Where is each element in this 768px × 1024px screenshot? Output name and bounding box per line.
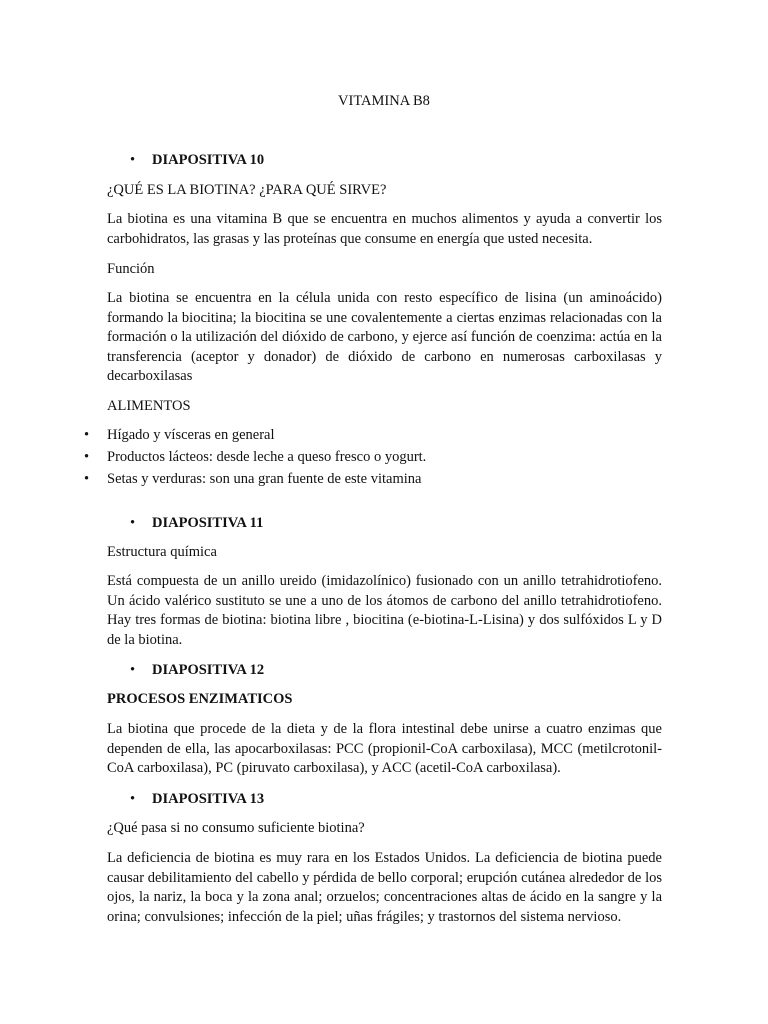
bullet-icon: • bbox=[84, 471, 90, 487]
slide-11-heading bbox=[130, 514, 263, 534]
slide-12-paragraph: La biotina que procede de la dieta y de la flora intestinal debe unirse a cuatro enzimas que dependen de ella, las apocarboxilasas: PCC (propionil-CoA carboxilasa), MCC (metilcrotonil-CoA carboxilasa), PC (piruvato carboxilasa), y ACC (acetil-CoA carboxilasa). bbox=[107, 721, 662, 776]
food-item-text: Setas y verduras: son una gran fuente de este vitamina bbox=[107, 471, 422, 487]
slide-10-heading bbox=[130, 151, 264, 171]
slide-10-function-paragraph: La biotina se encuentra en la célula unida con resto específico de lisina (un aminoácido) formando la biocitina; la biocitina se une covalentemente a ciertas enzimas relacionadas con la formación o la utilización del dióxido de carbono, y ejerce así función de coenzima: actúa en la transferencia (aceptor y donador) de dióxido de carbono en numerosas carboxilasas y decarboxilasas bbox=[107, 290, 662, 384]
slide-12-subtitle: PROCESOS ENZIMATICOS bbox=[107, 691, 293, 707]
bullet-icon: • bbox=[130, 662, 136, 678]
slide-12-heading bbox=[130, 661, 264, 681]
document-title: VITAMINA B8 bbox=[338, 93, 430, 109]
slide-11-heading-text: DIAPOSITIVA 11 bbox=[152, 515, 264, 531]
slide-10-heading-text: DIAPOSITIVA 10 bbox=[152, 152, 265, 168]
bullet-icon: • bbox=[130, 515, 136, 531]
slide-10-function-label: Función bbox=[107, 261, 155, 277]
bullet-icon: • bbox=[130, 152, 136, 168]
slide-13-heading bbox=[130, 790, 264, 810]
slide-10-foods-label: ALIMENTOS bbox=[107, 398, 191, 414]
slide-10-question: ¿QUÉ ES LA BIOTINA? ¿PARA QUÉ SIRVE? bbox=[107, 182, 387, 198]
slide-11-paragraph: Está compuesta de un anillo ureido (imidazolínico) fusionado con un anillo tetrahidrotiofeno. Un ácido valérico sustituto se une a uno de los átomos de carbono del anillo tetrahidrotiofeno. Hay tres formas de biotina: biotina libre , biocitina (e-biotina-L-Lisina) y dos sulfóxidos L y D de la biotina. bbox=[107, 573, 662, 648]
food-item-text: Hígado y vísceras en general bbox=[107, 427, 275, 443]
list-item bbox=[84, 448, 664, 470]
slide-11-subtitle: Estructura química bbox=[107, 544, 217, 560]
slide-13-question: ¿Qué pasa si no consumo suficiente biotina? bbox=[107, 820, 365, 836]
food-item-text: Productos lácteos: desde leche a queso fresco o yogurt. bbox=[107, 449, 427, 465]
slide-13-heading-text: DIAPOSITIVA 13 bbox=[152, 791, 265, 807]
bullet-icon: • bbox=[130, 791, 136, 807]
slide-10-intro-paragraph: La biotina es una vitamina B que se encuentra en muchos alimentos y ayuda a convertir los carbohidratos, las grasas y las proteínas que consume en energía que usted necesita. bbox=[107, 211, 662, 247]
bullet-icon: • bbox=[84, 449, 90, 465]
list-item bbox=[84, 426, 664, 448]
bullet-icon: • bbox=[84, 427, 90, 443]
slide-13-paragraph: La deficiencia de biotina es muy rara en los Estados Unidos. La deficiencia de biotina puede causar debilitamiento del cabello y pérdida de bello corporal; erupción cutánea alrededor de los ojos, la nariz, la boca y la zona anal; orzuelos; concentraciones altas de ácido en la sangre y la orina; convulsiones; infección de la piel; uñas frágiles; y trastornos del sistema nervioso. bbox=[107, 850, 662, 925]
slide-12-heading-text: DIAPOSITIVA 12 bbox=[152, 662, 265, 678]
foods-list bbox=[84, 426, 664, 492]
list-item bbox=[84, 470, 664, 492]
